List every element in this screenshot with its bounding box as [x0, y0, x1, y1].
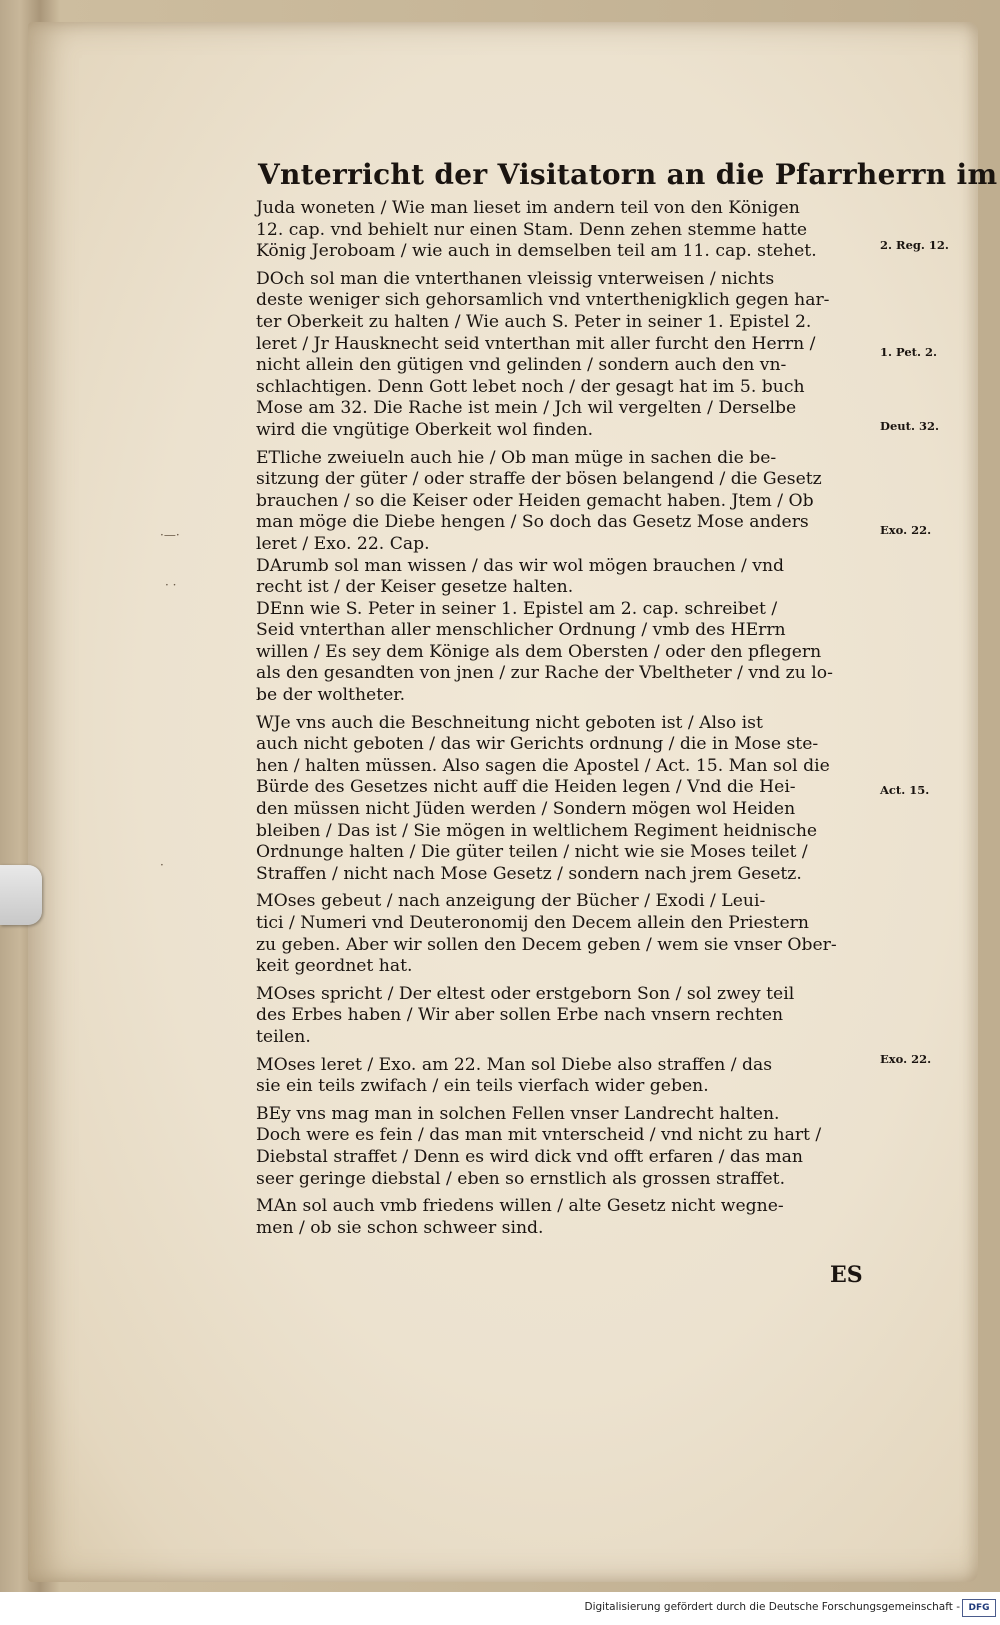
margin-speck: ·—· [160, 528, 180, 542]
text-line: DArumb sol man wissen / das wir wol mögen brauchen / vnd [256, 555, 785, 576]
text-line: brauchen / so die Keiser oder Heiden gemacht haben. Jtem / Ob [256, 490, 814, 511]
text-line: ETliche zweiueln auch hie / Ob man müge in sachen die be- [256, 447, 777, 468]
text-line: leret / Exo. 22. Cap. [256, 533, 430, 554]
text-line: des Erbes haben / Wir aber sollen Erbe nach vnsern rechten [256, 1005, 784, 1026]
text-line: Seid vnterthan aller menschlicher Ordnung / vmb des HErrn [256, 620, 786, 641]
body-text [256, 198, 886, 1245]
text-line: seer geringe diebstal / eben so ernstlich als grossen straffet. [256, 1168, 786, 1189]
text-line: DEnn wie S. Peter in seiner 1. Epistel am 2. cap. schreibet / [256, 598, 778, 619]
text-line: MOses spricht / Der eltest oder erstgeborn Son / sol zwey teil [256, 983, 795, 1004]
text-line: als den gesandten von jnen / zur Rache der Vbeltheter / vnd zu lo- [256, 663, 833, 684]
paragraph [256, 198, 886, 263]
text-line: teilen. [256, 1026, 311, 1047]
text-line: schlachtigen. Denn Gott lebet noch / der gesagt hat im 5. buch [256, 376, 805, 397]
text-line: be der woltheter. [256, 685, 406, 706]
text-line: sie ein teils zwifach / ein teils vierfach wider geben. [256, 1076, 709, 1097]
text-line: Straffen / nicht nach Mose Gesetz / sondern nach jrem Gesetz. [256, 863, 802, 884]
paragraph [256, 1104, 886, 1190]
text-line: WJe vns auch die Beschneitung nicht geboten ist / Also ist [256, 712, 763, 733]
text-line: MOses gebeut / nach anzeigung der Bücher / Exodi / Leui- [256, 891, 766, 912]
text-line: deste weniger sich gehorsamlich vnd vnterthenigklich gegen har- [256, 290, 830, 311]
text-line: den müssen nicht Jüden werden / Sondern mögen wol Heiden [256, 799, 796, 820]
text-line: Diebstal straffet / Denn es wird dick vnd offt erfaren / das man [256, 1146, 803, 1167]
footer-bar [0, 1592, 1000, 1625]
text-line: wird die vngütige Oberkeit wol finden. [256, 419, 594, 440]
text-line: 12. cap. vnd behielt nur einen Stam. Denn zehen stemme hatte [256, 219, 808, 240]
text-line: König Jeroboam / wie auch in demselben teil am 11. cap. stehet. [256, 241, 817, 262]
text-line: men / ob sie schon schweer sind. [256, 1217, 544, 1238]
text-line: willen / Es sey dem Könige als dem Obersten / oder den pflegern [256, 641, 822, 662]
text-line: keit geordnet hat. [256, 956, 413, 977]
margin-note: Exo. 22. [880, 523, 932, 537]
text-line: MOses leret / Exo. am 22. Man sol Diebe also straffen / das [256, 1054, 773, 1075]
text-line: bleiben / Das ist / Sie mögen in weltlichem Regiment heidnische [256, 820, 818, 841]
catchword: ES [830, 1262, 863, 1288]
margin-note: 1. Pet. 2. [880, 345, 937, 359]
text-line: Bürde des Gesetzes nicht auff die Heiden legen / Vnd die Hei- [256, 777, 796, 798]
paragraph [256, 984, 886, 1049]
margin-note: Act. 15. [880, 783, 930, 797]
margin-note: Deut. 32. [880, 419, 939, 433]
paragraph [256, 1055, 886, 1098]
text-line: zu geben. Aber wir sollen den Decem geben / wem sie vnser Ober- [256, 934, 837, 955]
paragraph [256, 1196, 886, 1239]
text-line: hen / halten müssen. Also sagen die Apostel / Act. 15. Man sol die [256, 755, 830, 776]
text-line: sitzung der güter / oder straffe der bösen belangend / die Gesetz [256, 469, 822, 490]
page-title: Vnterricht der Visitatorn an die Pfarrherrn im [258, 158, 998, 191]
paragraph [256, 891, 886, 977]
paragraph [256, 269, 886, 442]
text-line: man möge die Diebe hengen / So doch das Gesetz Mose anders [256, 512, 809, 533]
text-line: Juda woneten / Wie man lieset im andern teil von den Königen [256, 198, 800, 218]
text-line: tici / Numeri vnd Deuteronomij den Decem allein den Priestern [256, 913, 809, 933]
text-line: MAn sol auch vmb friedens willen / alte Gesetz nicht wegne- [256, 1196, 784, 1217]
page-clip [0, 865, 42, 925]
paragraph [256, 448, 886, 707]
margin-speck: · [160, 858, 164, 872]
text-line: Mose am 32. Die Rache ist mein / Jch wil vergelten / Derselbe [256, 398, 797, 419]
text-line: recht ist / der Keiser gesetze halten. [256, 577, 574, 598]
margin-note: Exo. 22. [880, 1052, 932, 1066]
dfg-logo: DFG [962, 1599, 996, 1617]
text-line: ter Oberkeit zu halten / Wie auch S. Peter in seiner 1. Epistel 2. [256, 311, 812, 332]
text-line: leret / Jr Hausknecht seid vnterthan mit aller furcht den Herrn / [256, 333, 816, 354]
text-line: BEy vns mag man in solchen Fellen vnser Landrecht halten. [256, 1103, 780, 1124]
text-line: Doch were es fein / das man mit vnterscheid / vnd nicht zu hart / [256, 1125, 822, 1146]
funding-credit: Digitalisierung gefördert durch die Deutsche Forschungsgemeinschaft - [584, 1601, 960, 1613]
margin-note: 2. Reg. 12. [880, 238, 949, 252]
text-line: DOch sol man die vnterthanen vleissig vnterweisen / nichts [256, 268, 775, 289]
text-line: nicht allein den gütigen vnd gelinden / sondern auch den vn- [256, 355, 787, 376]
text-line: Ordnunge halten / Die güter teilen / nicht wie sie Moses teilet / [256, 842, 808, 863]
margin-speck: · · [165, 578, 177, 592]
paragraph [256, 713, 886, 886]
text-line: auch nicht geboten / das wir Gerichts ordnung / die in Mose ste- [256, 734, 819, 755]
margin-notes [880, 0, 980, 1400]
